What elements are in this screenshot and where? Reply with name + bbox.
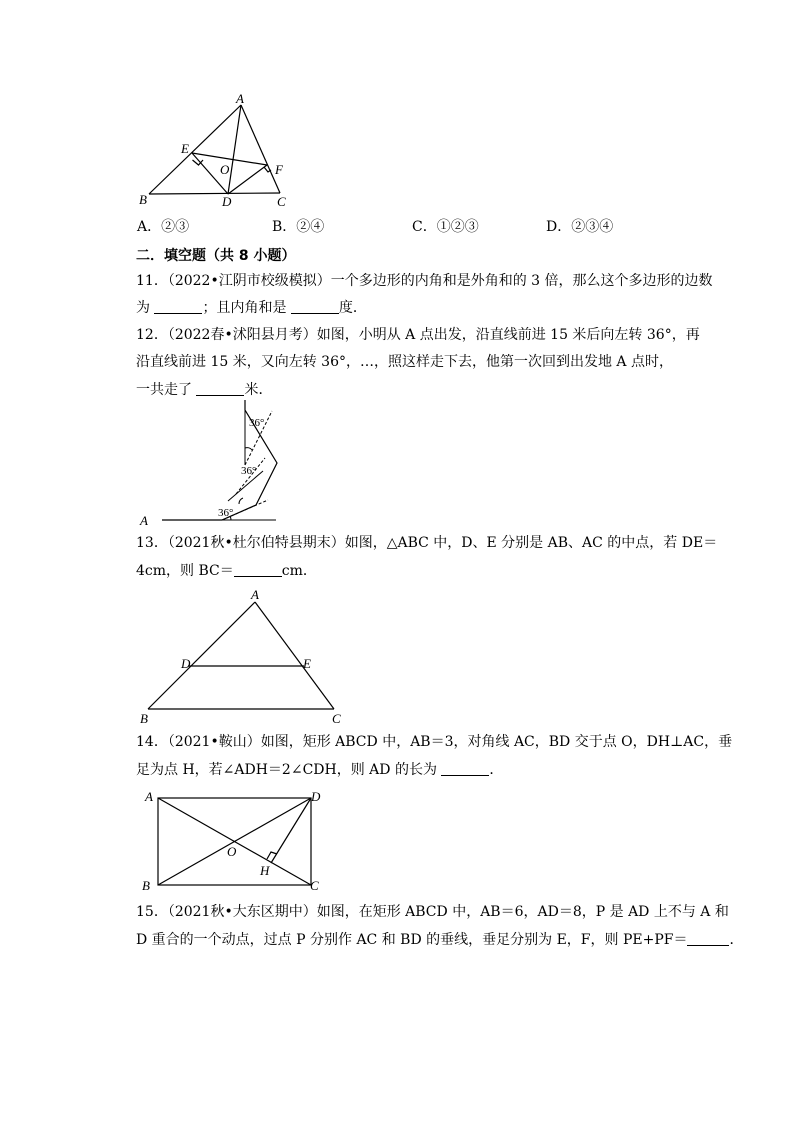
q13-blank-1[interactable] bbox=[234, 562, 282, 577]
label-E: E bbox=[181, 141, 189, 156]
label-A: A bbox=[145, 789, 153, 804]
label-O: O bbox=[227, 844, 237, 859]
q13-line1: 13．（2021秋•杜尔伯特县期末）如图，△ABC 中，D、E 分别是 AB、AC 的中点，若 DE＝ bbox=[136, 535, 718, 551]
options-q10 bbox=[0, 216, 794, 236]
label-A: A bbox=[236, 91, 244, 106]
walking-path-figure bbox=[135, 400, 285, 530]
q13-text-a: 4cm，则 BC＝ bbox=[136, 563, 234, 579]
q15-blank-1[interactable] bbox=[687, 931, 729, 946]
q15-text-b: ． bbox=[729, 932, 744, 948]
label-B: B bbox=[140, 711, 148, 726]
q12-text-a: 一共走了 bbox=[136, 382, 197, 398]
q12-line2: 沿直线前进 15 米，又向左转 36°，…，照这样走下去，他第一次回到出发地 A 点时， bbox=[136, 354, 673, 370]
figure-q12 bbox=[135, 400, 285, 530]
label-E: E bbox=[303, 656, 311, 671]
q11-text-a: 为 bbox=[136, 300, 155, 316]
label-O: O bbox=[220, 162, 230, 177]
label-A: A bbox=[251, 587, 259, 602]
q15-text-a: D 重合的一个动点，过点 P 分别作 AC 和 BD 的垂线，垂足分别为 E，F，则 PE+PF＝ bbox=[136, 932, 688, 948]
label-C: C bbox=[277, 194, 286, 209]
option-b: B．②④ bbox=[272, 219, 325, 235]
section-title: 二．填空题（共 8 小题） bbox=[136, 248, 296, 264]
q11-line1: 11．（2022•江阴市校级模拟）一个多边形的内角和是外角和的 3 倍，那么这个多边形的边数 bbox=[136, 273, 713, 289]
label-H: H bbox=[260, 863, 270, 878]
q14-text-a: 足为点 H，若∠ADH＝2∠CDH，则 AD 的长为 bbox=[136, 762, 442, 778]
label-C: C bbox=[332, 711, 341, 726]
label-A: A bbox=[140, 513, 148, 528]
label-F: F bbox=[275, 162, 283, 177]
angle-label-3: 36° bbox=[218, 507, 234, 519]
q13-line2 bbox=[136, 561, 317, 581]
figure-q13 bbox=[135, 586, 355, 726]
q11-blank-1[interactable] bbox=[154, 299, 202, 314]
q15-line1: 15．（2021秋•大东区期中）如图，在矩形 ABCD 中，AB＝6，AD＝8，P 是 AD 上不与 A 和 bbox=[136, 904, 729, 920]
q14-line2 bbox=[136, 760, 503, 780]
q12-blank-1[interactable] bbox=[196, 381, 244, 396]
q12-line3 bbox=[136, 380, 272, 400]
q14-text-b: ． bbox=[489, 762, 504, 778]
q14-line1: 14．（2021•鞍山）如图，矩形 ABCD 中，AB＝3，对角线 AC，BD 交于点 O，DH⊥AC，垂 bbox=[136, 734, 733, 750]
rectangle-figure bbox=[140, 787, 340, 897]
label-D: D bbox=[181, 656, 191, 671]
midline-triangle-figure bbox=[135, 586, 355, 726]
figure-q10 bbox=[130, 90, 300, 215]
triangle-figure bbox=[130, 90, 300, 215]
q11-line2 bbox=[136, 298, 367, 318]
q11-text-b: ；且内角和是 bbox=[202, 300, 291, 316]
q12-text-b: 米． bbox=[244, 382, 273, 398]
label-D: D bbox=[311, 789, 321, 804]
q14-blank-1[interactable] bbox=[441, 761, 489, 776]
label-C: C bbox=[310, 878, 319, 893]
figure-q14 bbox=[140, 787, 340, 897]
angle-label-1: 36° bbox=[249, 417, 265, 429]
angle-label-2: 36° bbox=[241, 465, 257, 477]
label-D: D bbox=[222, 194, 232, 209]
q11-blank-2[interactable] bbox=[291, 299, 339, 314]
q13-text-b: cm． bbox=[281, 563, 317, 579]
q11-text-c: 度． bbox=[338, 300, 367, 316]
label-B: B bbox=[139, 192, 147, 207]
q12-line1: 12．（2022春•沭阳县月考）如图，小明从 A 点出发，沿直线前进 15 米后向左转 36°，再 bbox=[136, 327, 700, 343]
option-d: D．②③④ bbox=[546, 219, 614, 235]
option-a: A．②③ bbox=[137, 219, 190, 235]
q15-line2 bbox=[136, 930, 743, 950]
option-c: C．①②③ bbox=[412, 219, 479, 235]
label-B: B bbox=[142, 878, 150, 893]
